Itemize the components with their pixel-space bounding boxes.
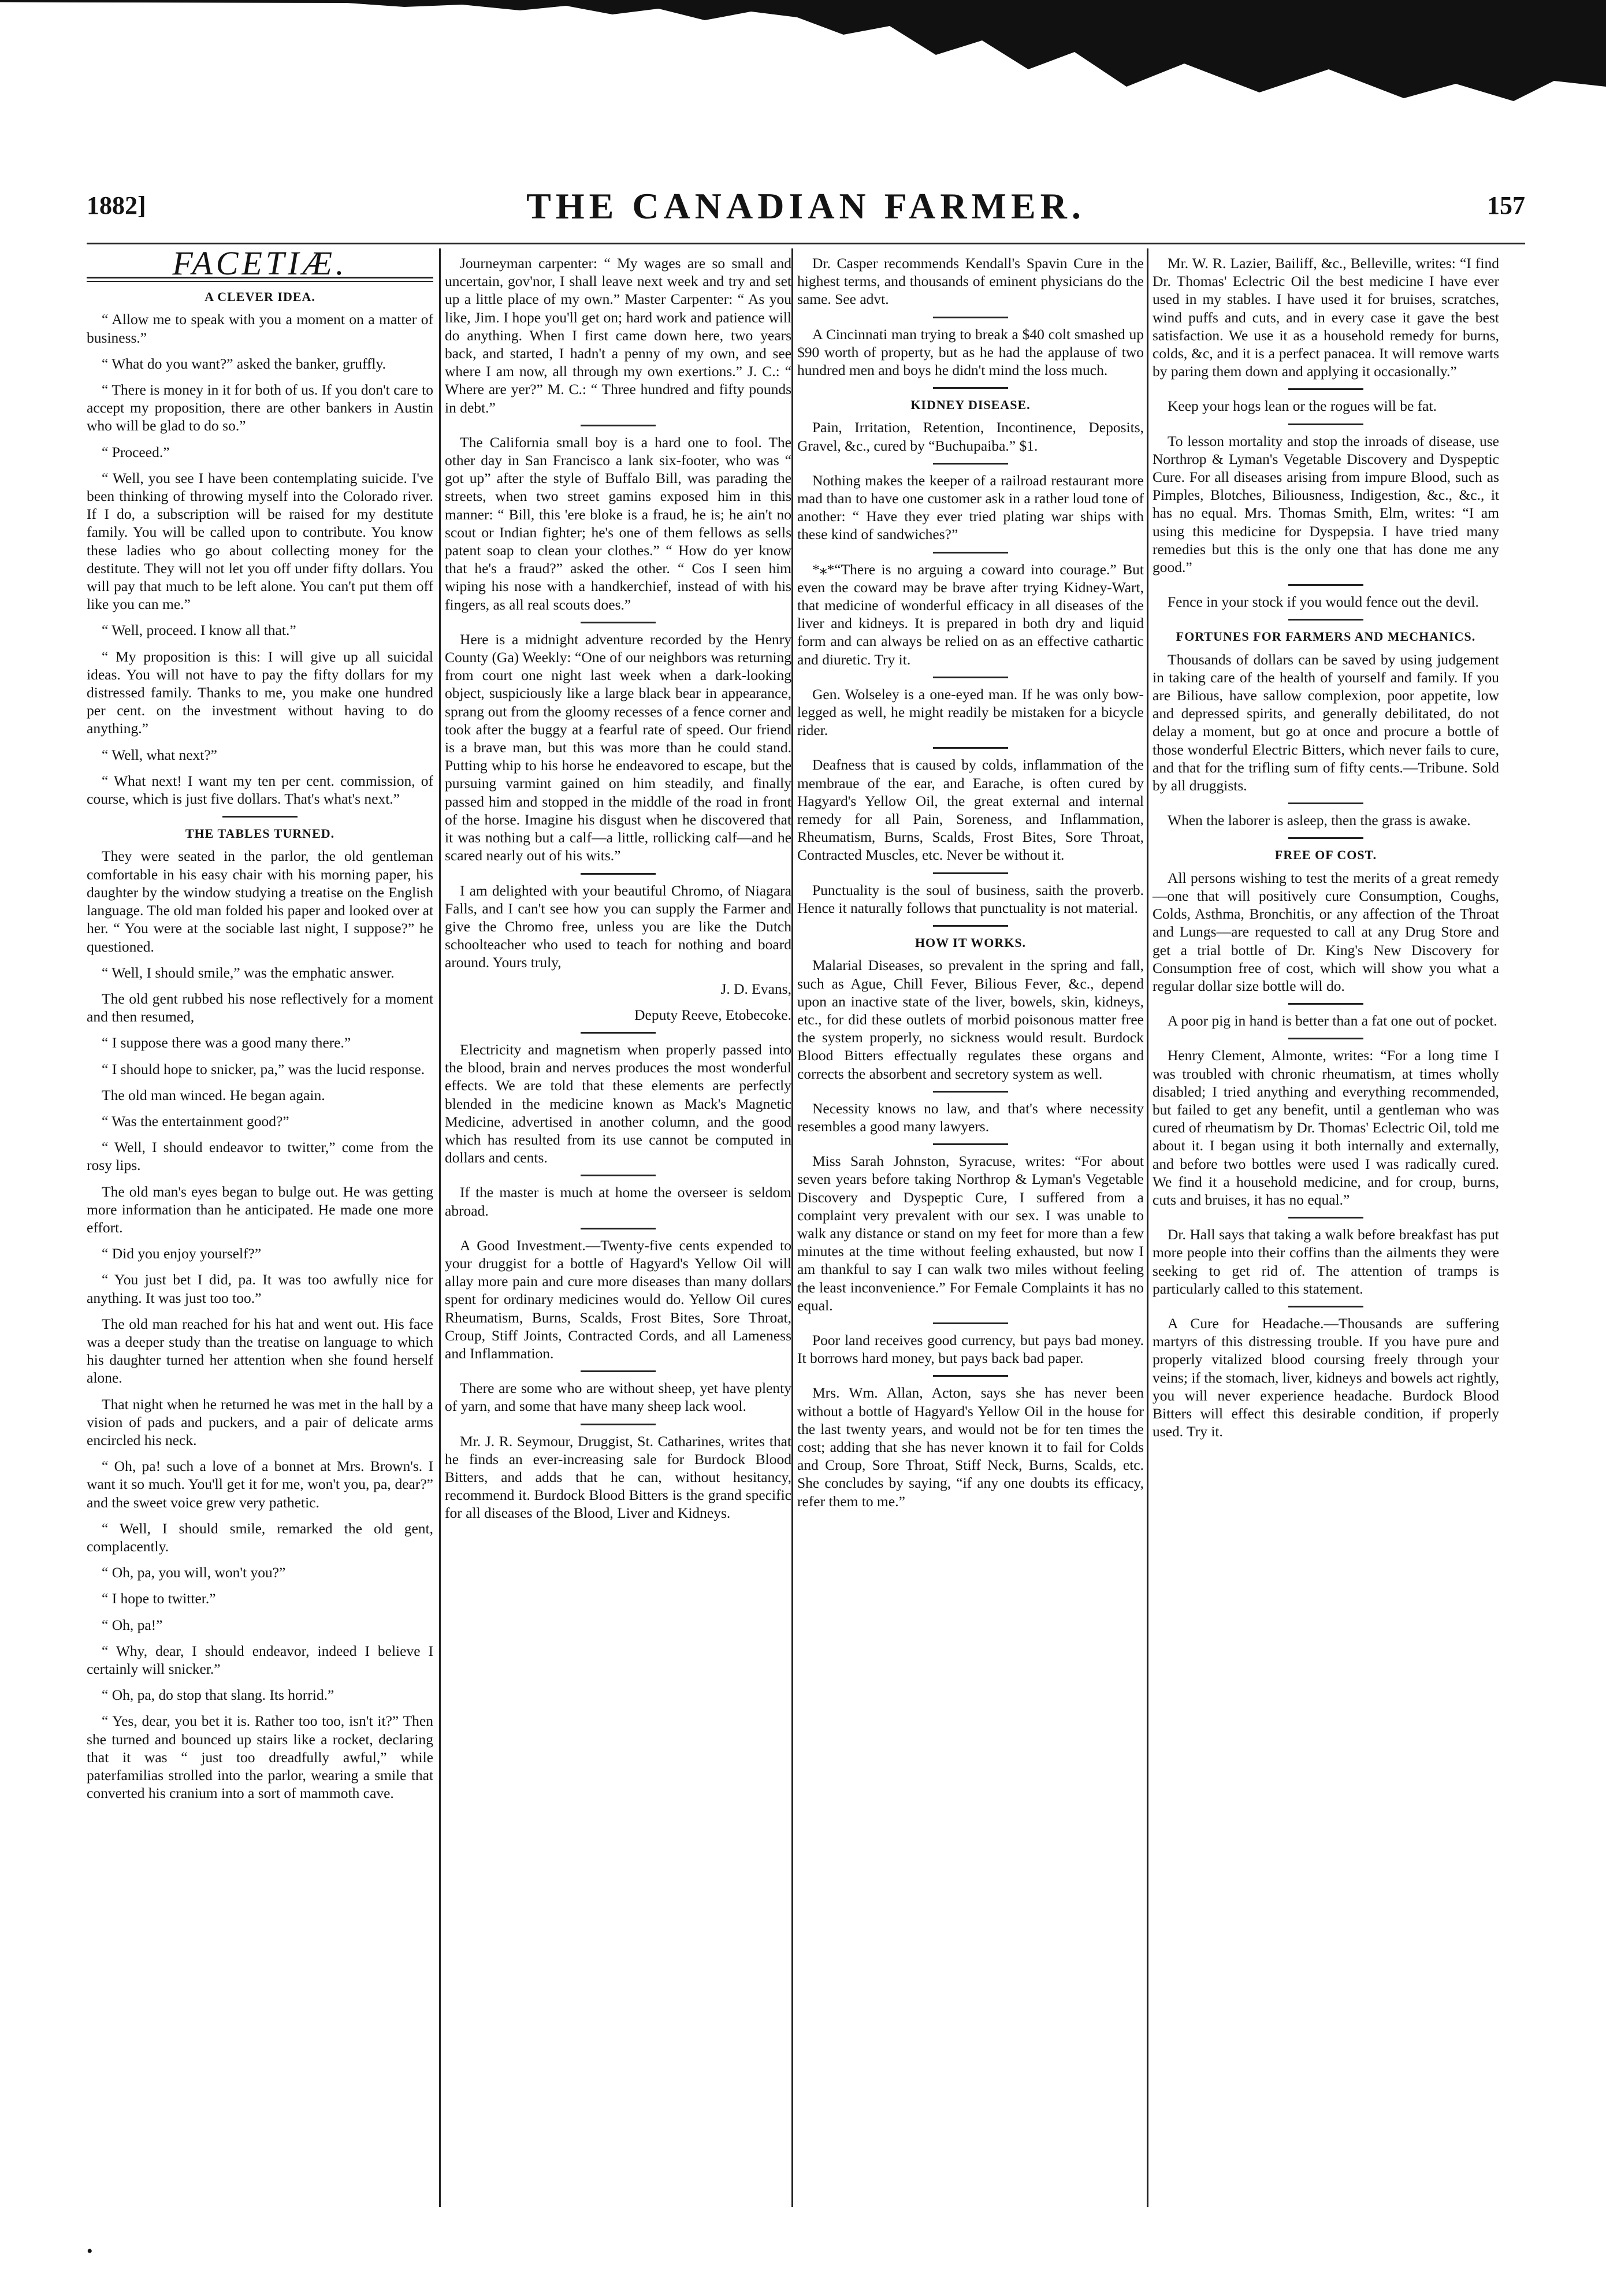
newspaper-title: THE CANADIAN FARMER. — [526, 185, 1085, 226]
story-title: A CLEVER IDEA. — [205, 289, 315, 304]
paragraph: “ What do you want?” asked the banker, gruffly. — [102, 355, 386, 372]
story-title: KIDNEY DISEASE. — [910, 397, 1031, 413]
separator — [933, 317, 1008, 318]
paragraph: All persons wishing to test the merits of a great remedy—one that will positively cure Consumption, Coughs, Colds, Asthma, Bronchitis, or any affection of the Throat and Lungs—are requested to call at any Drug Store and get a trial bottle of Dr. King's New Discovery for Consumption free of cost, which will show you what a regular dollar size bottle will do. — [1153, 869, 1499, 994]
column-rule — [1147, 248, 1148, 2207]
separator — [1288, 837, 1363, 839]
paragraph: “ I hope to twitter.” — [102, 1590, 216, 1607]
separator — [933, 1143, 1008, 1145]
paragraph: A Good Investment.—Twenty-five cents expended to your druggist for a bottle of Hagyard's Yellow Oil will allay more pain and cure more diseases than many dollars spent for ordinary medicines would do. Yellow Oil cures Rheumatism, Burns, Scalds, Frost Bites, Sore Throat, Croup, Stiff Joints, Contracted Cords, and all Lameness and Inflammation. — [445, 1236, 791, 1362]
paragraph: Journeyman carpenter: “ My wages are so small and uncertain, gov'nor, I shall leave next week and try and set up a little place of my own.” Master Carpenter: “ As you like, Jim. I hope you'll get on; hard work and patience will do anything. When I first came down here, two years back, and started, I hadn't a penny of my own, and see where I am now, all through my own exertions.” J. C.: “ Where are yer?” M. C.: “ Three hundred and fifty pounds in debt.” — [445, 255, 791, 416]
paragraph: That night when he returned he was met in the hall by a vision of pads and puckers, and a pair of delicate arms encircled his neck. — [87, 1395, 433, 1448]
paragraph: “ Oh, pa! such a love of a bonnet at Mrs. Brown's. I want it so much. You'll get it for me, won't you, pa, dear?” and the sweet voice grew very pathetic. — [87, 1458, 433, 1511]
paragraph: Gen. Wolseley is a one-eyed man. If he was only bow-legged as well, he might readily be mistaken for a bicycle rider. — [797, 685, 1144, 739]
separator — [1288, 1003, 1363, 1005]
separator — [933, 1091, 1008, 1093]
paragraph: Fence in your stock if you would fence out the devil. — [1168, 593, 1479, 611]
separator — [581, 1370, 656, 1372]
paragraph: The old man reached for his hat and went out. His face was a deeper study than the treatise on language to which his daughter turned her attention when she found herself alone. — [87, 1315, 433, 1387]
separator — [581, 1032, 656, 1034]
paragraph: “ Well, you see I have been contemplating suicide. I've been thinking of throwing myself into the Colorado river. If I do, a subscription will be raised for my destitute family. You will be called upon to contribute. You know these ladies who go about collecting money for the destitute. They will not let you off under fifty dollars. You will pay that much to be left alone. You can't put them off like you can me.” — [87, 469, 433, 613]
paragraph: Miss Sarah Johnston, Syracuse, writes: “For about seven years before taking Northrop & Lyman's Vegetable Discovery and Dyspeptic Cure, I suffered from a complaint very prevalent with our sex. I was unable to walk any distance or stand on my feet for more than a few minutes at the time without feeling exhausted, but now I am thankful to say I can walk two miles without feeling the least inconvenience.” For Female Complaints it has no equal. — [797, 1153, 1144, 1314]
story-body — [87, 847, 433, 1802]
paragraph: A poor pig in hand is better than a fat one out of pocket. — [1168, 1012, 1497, 1030]
paragraph: Poor land receives good currency, but pays bad money. It borrows hard money, but pays back bad paper. — [797, 1331, 1144, 1367]
page-number: 157 — [1487, 191, 1525, 220]
paragraph: “ Why, dear, I should endeavor, indeed I believe I certainly will snicker.” — [87, 1642, 433, 1677]
separator — [1288, 1217, 1363, 1218]
separator — [581, 1424, 656, 1425]
separator — [933, 872, 1008, 874]
paragraph: Punctuality is the soul of business, saith the proverb. Hence it naturally follows that punctuality is not material. — [797, 881, 1144, 916]
separator — [1288, 584, 1363, 586]
signature-name: J. D. Evans, — [720, 980, 791, 997]
paragraph: Dr. Casper recommends Kendall's Spavin Cure in the highest terms, and thousands of eminent physicians do the same. See advt. — [797, 255, 1144, 308]
paragraph: “ Well, I should smile,” was the emphatic answer. — [102, 964, 395, 981]
paragraph: Thousands of dollars can be saved by using judgement in taking care of the health of yourself and family. If you are Bilious, have sallow complexion, poor appetite, low and depressed spirits, and generally debilitated, do not delay a moment, but go at once and procure a bottle of those wonderful Electric Bitters, which never fails to cure, and that for the trifling sum of fifty cents.—Tribune. Sold by all druggists. — [1153, 651, 1499, 794]
paragraph: “ Oh, pa, you will, won't you?” — [102, 1564, 286, 1581]
paragraph: “ Allow me to speak with you a moment on a matter of business.” — [87, 311, 433, 346]
column-1 — [87, 244, 433, 1810]
paragraph: “ You just bet I did, pa. It was too awfully nice for anything. It was just too too.” — [87, 1271, 433, 1306]
paragraph: Mr. J. R. Seymour, Druggist, St. Catharines, writes that he finds an ever-increasing sale for Burdock Blood Bitters, and adds that he can, without hesitancy, recommend it. Burdock Blood Bitters is the grand specific for all diseases of the Blood, Liver and Kidneys. — [445, 1432, 791, 1522]
paragraph: A Cure for Headache.—Thousands are suffering martyrs of this distressing trouble. If you have pure and properly vitalized blood coursing freely through your veins; if the stomach, liver, kidneys and bowels act rightly, you will never experience headache. Burdock Blood Bitters will effect this desirable condition, if properly used. Try it. — [1153, 1314, 1499, 1440]
column-2 — [445, 254, 791, 1530]
separator — [581, 425, 656, 426]
paragraph: I am delighted with your beautiful Chromo, of Niagara Falls, and I can't see how you can supply the Farmer and give the Chromo free, unless you are like the Dutch schoolteacher who used to teach for nothing and board around. Yours truly, — [445, 882, 791, 971]
paragraph: Mr. W. R. Lazier, Bailiff, &c., Belleville, writes: “I find Dr. Thomas' Eclectric Oil the best medicine I have ever used in my stables. I have used it for bruises, scratches, wind puffs and cuts, and in every case it gave the best satisfaction. We use it as a household remedy for burns, colds, &c, and it is a perfect panacea. It will remove warts by paring them down and applying it occasionally.” — [1153, 255, 1499, 380]
separator — [933, 1322, 1008, 1324]
paragraph: “ Well, proceed. I know all that.” — [102, 622, 296, 639]
paragraph: *⁎*“There is no arguing a coward into courage.” But even the coward may be brave after trying Kidney-Wart, that medicine of wonderful efficacy in all diseases of the liver and kidneys. It is prepared in both dry and liquid form and can always be relied on as an effective cathartic and diuretic. Try it. — [797, 560, 1144, 668]
story-title: HOW IT WORKS. — [914, 935, 1027, 950]
column-rule — [439, 248, 441, 2207]
separator — [933, 925, 1008, 927]
section-title: FACETIÆ. — [172, 244, 348, 282]
paragraph: “ Was the entertainment good?” — [102, 1112, 289, 1130]
separator — [581, 1228, 656, 1229]
signature-title: Deputy Reeve, Etobecoke. — [634, 1006, 791, 1023]
story-body — [87, 310, 433, 808]
paragraph: “ I should hope to snicker, pa,” was the lucid response. — [102, 1060, 425, 1078]
separator — [933, 677, 1008, 678]
separator — [1288, 619, 1363, 621]
column-3 — [797, 254, 1144, 1518]
paragraph: Dr. Hall says that taking a walk before breakfast has put more people into their coffins than the ailments they were seeking to get rid of. The attention of tramps is particularly called to this statement. — [1153, 1226, 1499, 1297]
paragraph: Deafness that is caused by colds, inflammation of the membraue of the ear, and Earache, is often cured by Hagyard's Yellow Oil, the great external and internal remedy for all Pain, Soreness, and Inflammation, Rheumatism, Burns, Scalds, Frost Bites, Sore Throat, Contracted Muscles, etc. Never be without it. — [797, 756, 1144, 864]
paragraph: “ Well, I should smile, remarked the old gent, complacently. — [87, 1519, 433, 1555]
paragraph: There are some who are without sheep, yet have plenty of yarn, and some that have many sheep lack wool. — [445, 1380, 791, 1415]
paragraph: “ There is money in it for both of us. If you don't care to accept my proposition, there are other bankers in Austin who will be glad to do so.” — [87, 381, 433, 434]
separator — [1288, 423, 1363, 425]
separator — [581, 1175, 656, 1176]
paragraph: “ Oh, pa, do stop that slang. Its horrid.” — [102, 1686, 334, 1704]
paragraph: They were seated in the parlor, the old gentleman comfortable in his easy chair with his morning paper, his daughter by the window studying a treatise on the English language. The old man folded his paper and looked over at her. “ You were at the sociable last night, I suppose?” he questioned. — [87, 848, 433, 955]
column-rule — [791, 248, 793, 2207]
story-title: THE TABLES TURNED. — [185, 826, 335, 841]
paragraph: The California small boy is a hard one to fool. The other day in San Francisco a lank six-footer, who was “ got up” after the style of Buffalo Bill, was parading the streets, when two street gamins exposed him in this manner: “ Bill, this 'ere bloke is a fraud, he is; he ain't no scout or Indian fighter; he's one of them fellows as sells patent soap to clean your clothes.” “ How do yer know that he's a fraud?” asked the other. “ Cos I seen him wiping his nose with a handkerchief, instead of with his fingers, as all real scouts does.” — [445, 433, 791, 613]
story-title: FORTUNES FOR FARMERS AND MECHANICS. — [1176, 629, 1476, 644]
paragraph: The old man's eyes began to bulge out. He was getting more information than he anticipated. He made one more effort. — [87, 1183, 433, 1236]
paragraph: Nothing makes the keeper of a railroad restaurant more mad than to have one customer ask in a rather loud tone of another: “ Have they ever tried plating war ships with these kind of sandwiches?” — [797, 471, 1144, 543]
torn-page-edge — [0, 0, 1606, 127]
print-mark: • — [87, 2242, 93, 2261]
paragraph: A Cincinnati man trying to break a $40 colt smashed up $90 worth of property, but as he had the applause of two hundred men and boys he didn't mind the loss much. — [797, 325, 1144, 379]
separator — [581, 873, 656, 875]
paragraph: “ Oh, pa!” — [102, 1616, 163, 1633]
paragraph: Electricity and magnetism when properly passed into the blood, brain and nerves produces the most wonderful effects. We are told that these elements are perfectly blended in the medicine known as Mack's Magnetic Medicine, advertised in another column, and the good which has resulted from its use cannot be computed in dollars and cents. — [445, 1041, 791, 1166]
paragraph: “ Did you enjoy yourself?” — [102, 1245, 262, 1262]
story-title: FREE OF COST. — [1274, 848, 1377, 863]
paragraph: “ Well, what next?” — [102, 746, 217, 763]
paragraph: “ Yes, dear, you bet it is. Rather too too, isn't it?” Then she turned and bounced up stairs like a rocket, declaring that it was “ just too dreadfully awful,” while paterfamilias strolled into the parlor, wearing a smile that converted his cranium into a sort of mammoth cave. — [87, 1712, 433, 1802]
separator — [1288, 388, 1363, 390]
separator — [933, 387, 1008, 389]
paragraph: When the laborer is asleep, then the grass is awake. — [1168, 812, 1471, 829]
separator — [933, 1375, 1008, 1377]
separator — [1288, 1306, 1363, 1307]
separator — [933, 747, 1008, 749]
paragraph: Henry Clement, Almonte, writes: “For a long time I was troubled with chronic rheumatism, at times wholly disabled; I tried anything and everything recommended, but failed to get any benefit, until a gentleman who was cured of rheumatism by Dr. Thomas' Eclectric Oil, told me about it. I began using it both internally and externally, and before two bottles were used I was radically cured. We find it a household medicine, and for croup, burns, cuts and bruises, it has no equal.” — [1153, 1047, 1499, 1208]
separator — [933, 552, 1008, 553]
paragraph: Keep your hogs lean or the rogues will be fat. — [1168, 397, 1437, 415]
separator — [581, 622, 656, 623]
paragraph: “ Well, I should endeavor to twitter,” come from the rosy lips. — [87, 1139, 433, 1174]
paragraph: Pain, Irritation, Retention, Incontinence, Deposits, Gravel, &c., cured by “Buchupaiba.” $1. — [797, 419, 1144, 454]
paragraph: “ I suppose there was a good many there.” — [102, 1034, 351, 1052]
paragraph: Here is a midnight adventure recorded by the Henry County (Ga) Weekly: “One of our neighbors was returning from court one night last week when a dark-looking object, suspiciously like a large black bear in appearance, sprang out from the gloomy recesses of a fence corner and took after the buggy at a fearful rate of speed. Our friend is a brave man, but this was more than he could stand. Putting whip to his horse he endeavored to escape, but the pursuing varmint gained on him steadily, and finally passed him and stopped in the middle of the road in front of the horse. Imagine his disgust when he discovered that it was nothing but a calf—a little, rollicking calf—and he scared nearly out of his wits.” — [445, 630, 791, 864]
column-4 — [1153, 254, 1499, 1448]
paragraph: “ My proposition is this: I will give up all suicidal ideas. You will not have to pay the fifty dollars for my distressed family. Thanks to me, you make one hundred per cent. on the investment without having to do anything.” — [87, 648, 433, 737]
separator — [1288, 803, 1363, 804]
header-year: 1882] — [87, 191, 146, 220]
paragraph: “ Proceed.” — [102, 443, 170, 460]
paragraph: “ What next! I want my ten per cent. commission, of course, which is just five dollars. That's what's next.” — [87, 772, 433, 808]
paragraph: Necessity knows no law, and that's where necessity resembles a good many lawyers. — [797, 1099, 1144, 1135]
paragraph: If the master is much at home the overseer is seldom abroad. — [445, 1184, 791, 1219]
paragraph: The old gent rubbed his nose reflectively for a moment and then resumed, — [87, 990, 433, 1026]
paragraph: The old man winced. He began again. — [102, 1086, 325, 1104]
paragraph: To lesson mortality and stop the inroads of disease, use Northrop & Lyman's Vegetable Discovery and Dyspeptic Cure. For all diseases arising from impure Blood, such as Pimples, Blotches, Biliousness, Indigestion, &c., &c., it has no equal. Mrs. Thomas Smith, Elm, writes: “I am using this medicine for Dyspepsia. I have tried many remedies but this is the only one that has done me any good.” — [1153, 432, 1499, 576]
page-header — [87, 185, 1525, 237]
paragraph: Mrs. Wm. Allan, Acton, says she has never been without a bottle of Hagyard's Yellow Oil in the house for the last twenty years, and would not be for ten times the cost; adding that she has never known it to fail for Colds and Croup, Sore Throat, Stiff Neck, Burns, Scalds, etc. She concludes by saying, “if any one doubts its efficacy, refer them to me.” — [797, 1384, 1144, 1510]
separator — [933, 463, 1008, 465]
separator — [222, 816, 298, 818]
paragraph: Malarial Diseases, so prevalent in the spring and fall, such as Ague, Chill Fever, Bilious Fever, &c., depend upon an inactive state of the liver, bowels, skin, kidneys, etc., for did these outlets of morbid poisonous matter free the system properly, no sickness would result. Burdock Blood Bitters effectually regulates these organs and corrects the absorbent and secretory system as well. — [797, 957, 1144, 1082]
separator — [1288, 1038, 1363, 1039]
